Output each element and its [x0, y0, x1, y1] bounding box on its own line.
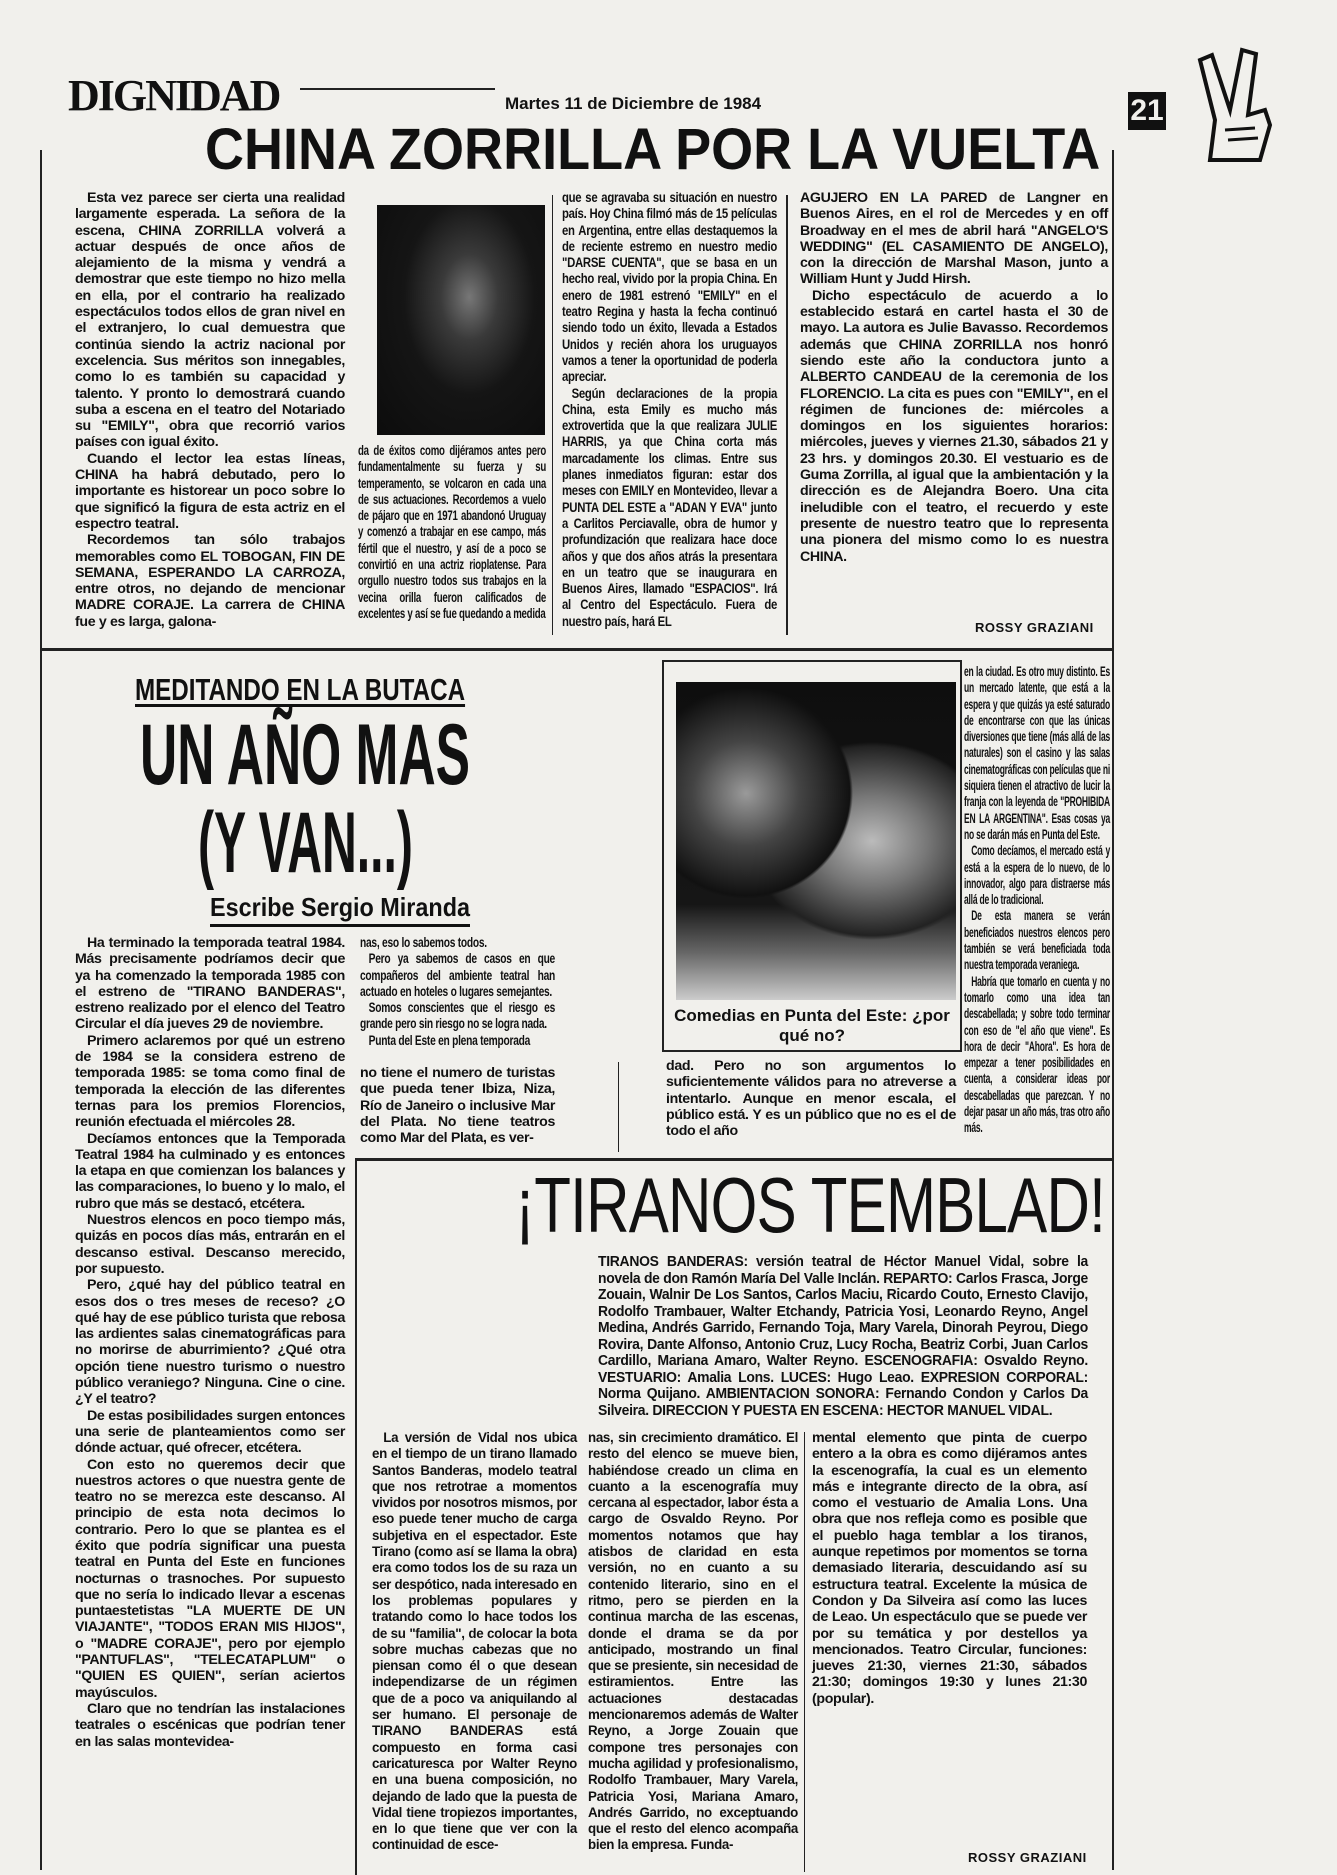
paragraph: Recordemos tan sólo trabajos memorables como EL TOBOGAN, FIN DE SEMANA, ESPERANDO LA CARROZA, entre otros, no dejando de mencionar MADRE CORAJE. La carrera de CHINA fue y es larga, galona-: [75, 532, 345, 630]
article1-column-2: [358, 443, 546, 622]
peace-sign-hand-icon: [1170, 40, 1320, 165]
column-text: [562, 190, 777, 630]
article2-column-4: [964, 664, 1110, 1137]
paragraph: nas, sin crecimiento dramático. El resto del elenco se mueve bien, habiéndose creado un clima en cuanto a la escenografía muy cercana al espectador, labor ésta a cargo de Osvaldo Reyno. Por momentos notamos que hay atisbos de claridad en esta versión, no en cuanto a su contenido literario, sino en el ritmo, pero se pierden en la continua marcha de las escenas, donde el drama se da por anticipado, mostrando un final que se presiente, sin necesidad de estiramientos. Entre las actuaciones destacadas mencionaremos además de Walter Reyno, a Jorge Zouain que compone tres personajes con mucha agilidad y profesionalismo, Rodolfo Trambauer, Mary Varela, Patricia Yosi, Mariana Amaro, Andrés Garrido, no exceptuando que el resto del elenco acompaña bien la empresa. Funda-: [588, 1430, 798, 1854]
section-rule: [40, 648, 1112, 651]
paragraph: Punta del Este en plena temporada: [368, 1032, 531, 1049]
paragraph: Ha terminado la temporada teatral 1984. Más precisamente podríamos decir que ya ha comenzado la temporada 1985 con el estreno de "TIRANO BANDERAS", estreno realizado por el elenco del Teatro Circular el día jueves 29 de noviembre.: [75, 935, 345, 1033]
masthead-rule: [300, 88, 495, 90]
article1-column-1: [75, 190, 345, 630]
column-rule: [618, 1062, 619, 1152]
article2-column-3: [666, 1058, 956, 1139]
article3-column-2: [588, 1430, 798, 1854]
photo-china-zorrilla: [377, 205, 545, 435]
paragraph: que se agravaba su situación en nuestro país. Hoy China filmó más de 15 películas en Argentina, entre ellas destaquemos la de reciente estremo en nuestro medio "DARSE CUENTA", que se basa en un hecho real, vivido por la propia China. En enero de 1981 estrenó "EMILY" en el teatro Regina y hasta la fecha continuó siendo todo un éxito, llevada a Estados Unidos y recién ahora los uruguayos vamos a tener la oportunidad de poderla apreciar.: [562, 190, 777, 386]
column-text: [75, 935, 345, 1750]
paragraph: en la ciudad. Es otro muy distinto. Es un mercado latente, que está a la espera y que quizás ya esté saturado de encontrarse con que las únicas diversiones que tiene (más allá de las naturales) son el casino y las salas cinematográficas con películas que ni siquiera tienen el atractivo de lucir la franja con la leyenda de "PROHIBIDA EN LA ARGENTINA". Esas cosas ya no se darán más en Punta del Este.: [964, 664, 1110, 843]
article2-column-2-cont: [360, 1065, 555, 1146]
column-text: [360, 1065, 555, 1146]
paragraph: AGUJERO EN LA PARED de Langner en Buenos Aires, en el rol de Mercedes y en off Broadway en el mes de abril hará "ANGELO'S WEDDING" (EL CASAMIENTO DE ANGELO), con la dirección de Marshal Mason, junto a William Hunt y Judd Hirsh.: [800, 190, 1108, 288]
paragraph: Decíamos entonces que la Temporada Teatral 1984 ha culminado y es entonces la etapa en que comienzan los balances y las comparaciones, lo bueno y lo malo, el rubro que más se destacó, etcétera.: [75, 1130, 345, 1212]
column-text: TIRANOS BANDERAS: versión teatral de Héctor Manuel Vidal, sobre la novela de don Ramón María Del Valle Inclán. REPARTO: Carlos Frasca, Jorge Zouain, Walnir De Los Santos, Carlos Maciu, Ricardo Couto, Ernesto Clavijo, Rodolfo Trambauer, Walter Etchandy, Patricia Yosi, Leonardo Reyno, Angel Medina, Andrés Garrido, Fernando Toja, Mary Varela, Dinorah Peyrou, Diego Rovira, Dante Alfonso, Antonio Cruz, Lucy Rocha, Beatriz Corbi, Juan Carlos Cardillo, Mariana Amaro, Walter Reyno. ESCENOGRAFIA: Osvaldo Reyno. VESTUARIO: Amalia Lons. LUCES: Hugo Leao. EXPRESION CORPORAL: Norma Quijano. AMBIENTACION SONORA: Fernando Condon y Carlos Da Silveira. DIRECCION Y PUESTA EN ESCENA: HECTOR MANUEL VIDAL.: [598, 1254, 1088, 1419]
article2-column-2: [360, 935, 555, 1049]
column-text: [812, 1430, 1087, 1707]
article2-column-1: [75, 935, 345, 1750]
paragraph: De estas posibilidades surgen entonces una serie de planteamientos como ser dónde actuar, qué ofrecer, etcétera.: [75, 1407, 345, 1457]
column-text: [588, 1430, 798, 1854]
paragraph: no tiene el numero de turistas que pueda tener Ibiza, Niza, Río de Janeiro o inclusive Mar del Plata. No tiene teatros como Mar del Plata, es ver-: [360, 1065, 555, 1147]
article1-column-3: [562, 190, 777, 630]
masthead-title: DIGNIDAD: [68, 71, 280, 120]
paragraph: Como decíamos, el mercado está y está a la espera de lo nuevo, de lo innovador, algo para distraerse más allá de lo tradicional.: [964, 843, 1110, 909]
article2-headline-2: (Y VAN...): [198, 795, 413, 891]
photo-caption: Comedias en Punta del Este: ¿por qué no?: [674, 1006, 950, 1045]
column-text: [964, 664, 1110, 1137]
column-rule: [786, 195, 788, 635]
paragraph: mental elemento que pinta de cuerpo entero a la obra es como dijéramos antes la escenografía, la cual es un elemento más e integrante directo de la obra, así como el vestuario de Amalia Lons. Una obra que nos refleja como es posible que el pueblo haga temblar a los tiranos, aunque repetimos por momentos se torna demasiado literaria, descuidando así su estructura teatral. Excelente la música de Condon y Da Silveira así como las luces de Leao. Un espectáculo que se puede ver por su temática y por destellos ya mencionados. Teatro Circular, funciones: jueves 21:30, viernes 21:30, sábados 21:30; domingos 19:30 y lunes 21:30 (popular).: [812, 1430, 1087, 1707]
article2-byline: Escribe Sergio Miranda: [210, 892, 470, 927]
paragraph: nas, eso lo sabemos todos.: [360, 935, 487, 951]
article3-credits: [598, 1254, 1088, 1419]
paragraph: da de éxitos como dijéramos antes pero fundamentalmente su fuerza y su temperamento, se volcaron en cada una de sus actuaciones. Recordemos a vuelo de pájaro que en 1971 abandonó Uruguay y comenzó a trabajar en ese campo, más fértil que el nuestro, y así de a poco se convirtió en una actriz rioplatense. Para orgullo nuestro todos sus trabajos en la vecina orilla fueron calificados de excelentes y así se fue quedando a medida: [358, 443, 546, 622]
paragraph: Claro que no tendrían las instalaciones teatrales o escénicas que podrían tener en las salas montevidea-: [75, 1700, 345, 1750]
column-text: [75, 190, 345, 630]
column-text: [358, 443, 546, 622]
paragraph: Primero aclaremos por qué un estreno de 1984 se la considera estreno de temporada 1985: se toma como final de temporada la elección de las diferentes ternas para los premios Florencios, reunión efectuada el miércoles 28.: [75, 1032, 345, 1131]
paragraph: Somos conscientes que el riesgo es grande pero sin riesgo no se logra nada.: [360, 1000, 555, 1033]
page-number: 21: [1128, 92, 1166, 130]
page-border-left: [40, 150, 42, 1870]
article1-signature: ROSSY GRAZIANI: [975, 620, 1094, 635]
column-text: [372, 1430, 577, 1854]
column-text: [800, 190, 1108, 565]
paragraph: Nuestros elencos en poco tiempo más, quizás en pocos días más, entrarán en el descanso estival. Descanso merecido, por supuesto.: [75, 1212, 345, 1277]
article3-column-1: [372, 1430, 577, 1854]
paragraph: Según declaraciones de la propia China, esta Emily es mucho más extrovertida que la que realizara JULIE HARRIS, ya que China corta más marcadamente los climas. Entre sus planes inmediatos figuran: estar dos meses con EMILY en Montevideo, llevar a PUNTA DEL ESTE a "ADAN Y EVA" junto a Carlitos Perciavalle, obra de humor y profundización que realizara hace doce años y que dos años atrás la presentara en un teatro que se inaugurara en Buenos Aires, llamado "ESPACIOS". Irá al Centro del Espectáculo. Fuera de nuestro país, hará EL: [562, 385, 777, 630]
photo-comedias-punta-del-este: [676, 682, 956, 1000]
column-rule: [552, 195, 553, 635]
article1-column-4: [800, 190, 1108, 565]
paragraph: Esta vez parece ser cierta una realidad largamente esperada. La señora de la escena, CHINA ZORRILLA volverá a actuar después de once años de alejamiento de la misma y vendrá a demostrar que este tiempo no hizo mella en ella, por el contrario ha realizado espectáculos todos ellos de gran nivel en el extranjero, lo cual demuestra que continúa siendo la actriz nacional por excelencia. Sus méritos son innegables, como lo es también su capacidad y talento. Y pronto lo demostrará cuando suba a escena en el teatro del Notariado su "EMILY", obra que recorrió varios países con igual éxito.: [75, 190, 345, 451]
article3-headline: ¡TIRANOS TEMBLAD!: [515, 1161, 1106, 1249]
column-text: [360, 935, 555, 1049]
paragraph: La versión de Vidal nos ubica en el tiempo de un tirano llamado Santos Banderas, modelo teatral que nos retrotrae a momentos vividos por nosotros mismos, por eso puede tener mucho de carga subjetiva en el espectador. Este Tirano (como así se llama la obra) era como todos los de su raza un ser despótico, nada interesado en los problemas populares y tratando como lo hace todos los de su "familia", de colocar la bota sobre muchas cabezas que no piensan como él o que desean independizarse de un régimen que de a poco va aniquilando al ser humano. El personaje de TIRANO BANDERAS está compuesto en forma casi caricaturesca por Walter Reyno en una buena composición, no dejando de lado que la puesta de Vidal tiene tropiezos importantes, en lo que tiene que ver con la continuidad de esce-: [372, 1430, 577, 1854]
page-border-right: [1112, 150, 1114, 1870]
article2-kicker: MEDITANDO EN LA BUTACA: [135, 672, 466, 707]
article3-column-3: [812, 1430, 1087, 1707]
paragraph: Habría que tomarlo en cuenta y no tomarlo como una idea tan descabellada; y sobre todo terminar con eso de "el año que viene". Es hora de decir "Ahora". Es hora de empezar a tener posibilidades en cuenta, a considerar ideas por descabelladas que parezcan. Y no dejar pasar un año más, tras otro año más.: [964, 973, 1110, 1137]
paragraph: De esta manera se verán beneficiados nuestros elencos pero también se verá beneficiada toda nuestra temporada veraniega.: [964, 908, 1110, 974]
issue-date: Martes 11 de Diciembre de 1984: [505, 94, 762, 113]
paragraph: Pero, ¿qué hay del público teatral en esos dos o tres meses de receso? ¿O qué hay de ese público turista que rebosa las ardientes salas cinematográficas para no morirse de aburrimiento? ¿Qué otra opción tiene nuestro turismo o nuestro público veraniego? Ninguna. Cine o cine. ¿Y el teatro?: [75, 1277, 345, 1408]
column-text: [666, 1058, 956, 1139]
column-rule: [804, 1432, 805, 1872]
paragraph: Con esto no queremos decir que nuestros actores o que nuestra gente de teatro no se merezca este descanso. Al principio de esta nota decimos lo contrario. Pero lo que se plantea es el éxito que podría significar una puesta teatral en Punta del Este en funciones nocturnas o trasnoches. Por supuesto que no sería lo indicado llevar a escenas puntaestetistas "LA MUERTE DE UN VIAJANTE", "TODOS ERAN MIS HIJOS", o "MADRE CORAJE", pero por ejemplo "PANTUFLAS", "TELECATAPLUM" o "QUIEN ES QUIEN", serían aciertos mayúsculos.: [75, 1456, 345, 1701]
paragraph: Cuando el lector lea estas líneas, CHINA ha habrá debutado, pero lo importante es historear un poco sobre lo que significó la figura de esta actriz en el espectro teatral.: [75, 450, 345, 532]
headline-china-zorrilla: CHINA ZORRILLA POR LA VUELTA: [205, 117, 1101, 182]
paragraph: Pero ya sabemos de casos en que compañeros del ambiente teatral han actuado en hoteles o lugares semejantes.: [360, 951, 555, 1000]
article2-headline-1: UN AÑO MAS: [140, 707, 471, 803]
paragraph: Dicho espectáculo de acuerdo a lo establecido estará en cartel hasta el 30 de mayo. La autora es Julie Bavasso. Recordemos además que CHINA ZORRILLA nos honró siendo este año la conductora junto a ALBERTO CANDEAU de la ceremonia de los FLORENCIO. La cita es pues con "EMILY", en el régimen de funciones de: miércoles a domingos en los siguientes horarios: miércoles, jueves y viernes 21.30, sábados 21 y 23 hrs. y domingos 20.30. El vestuario es de Guma Zorrilla, al igual que la ambientación y la dirección es de Alejandra Boero. Una cita ineludible con el teatro, el recuerdo y este presente de nuestro teatro que lo representa una pionera del mismo como lo es nuestra CHINA.: [800, 287, 1108, 565]
article3-signature: ROSSY GRAZIANI: [968, 1850, 1087, 1865]
paragraph: dad. Pero no son argumentos lo suficientemente válidos para no atreverse a intentarlo. Aunque en menor escala, el público está. Y es un público que no es el de todo el año: [666, 1058, 956, 1140]
